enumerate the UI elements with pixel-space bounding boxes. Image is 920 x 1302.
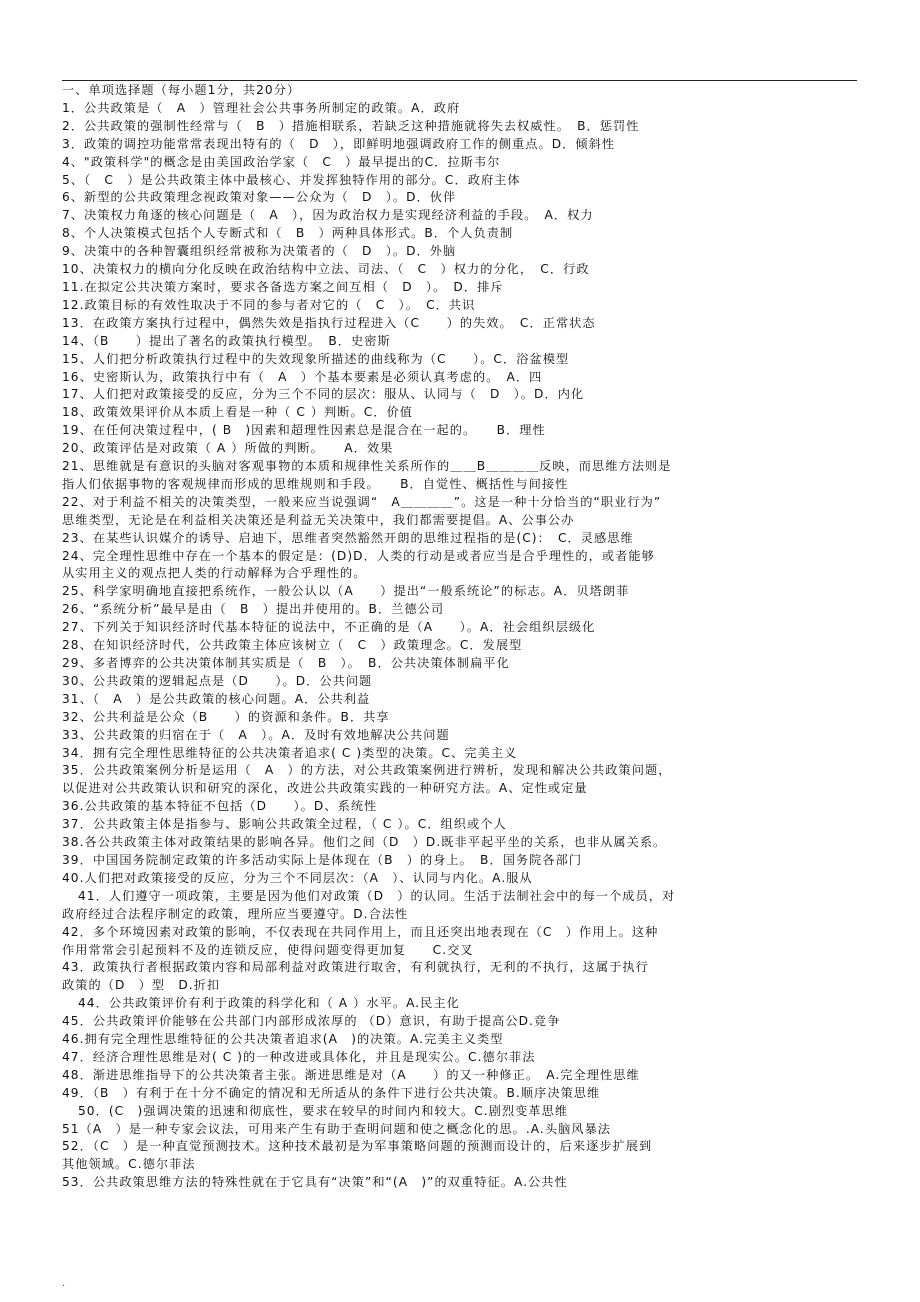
question-line: 指人们依据事物的客观规律而形成的思维规则和手段。 B．自觉性、概括性与间接性 [62,476,569,491]
question-line: 5、（ C ）是公共政策主体中最核心、并发挥独特作用的部分。C．政府主体 [62,172,521,187]
question-line: 51（A ）是一种专家会议法，可用来产生有助于查明问题和使之概念化的思。.A.头脑风暴法 [62,1121,612,1136]
question-line: 52．（C ）是一种直觉预测技术。这种技术最初是为军事策略问题的预测而设计的，后来逐步扩展到 [62,1139,653,1154]
question-line: 46.拥有完全理性思维特征的公共决策者追求(A )的决策。A.完美主义类型 [62,1032,504,1047]
question-line: 2．公共政策的强制性经常与（ B ）措施相联系，若缺乏这种措施就将失去权威性。 B．惩罚性 [62,118,640,133]
question-line: 思维类型，无论是在利益相关决策还是利益无关决策中，我们都需要提倡。A、公事公办 [62,512,575,527]
question-line: 30、公共政策的逻辑起点是（D ）。D．公共问题 [62,673,373,688]
question-line: 37．公共政策主体是指参与、影响公共政策全过程，（ C ）。C．组织或个人 [62,817,507,832]
question-line: 42．多个环境因素对政策的影响，不仅表现在共同作用上，而且还突出地表现在（C ）作用上。这种 [62,924,659,939]
question-line: 34．拥有完全理性思维特征的公共决策者追求( C )类型的决策。C、完美主义 [62,745,518,760]
question-line: 25、科学家明确地直接把系统作，一般公认以（A ）提出“一般系统论”的标志。A．贝塔朗菲 [62,584,630,599]
question-line: 以促进对公共政策认识和研究的深化，改进公共政策实践的一种研究方法。A、定性或定量 [62,781,588,796]
question-line: 20、政策评估是对政策（ A ）所做的判断。 A．效果 [62,441,394,456]
question-line: 12.政策目标的有效性取决于不同的参与者对它的（ C ）。 C．共识 [62,297,476,312]
question-line: 6、新型的公共政策理念视政策对象——公众为（ D ）。D．伙伴 [62,190,457,205]
question-line: 24、完全理性思维中存在一个基本的假定是：(D)D．人类的行动是或者应当是合乎理性的，或者能够 [62,548,655,563]
question-line: 41．人们遵守一项政策，主要是因为他们对政策（D ）的认同。生活于法制社会中的每一个成员，对 [78,888,676,903]
question-line: 22、对于利益不相关的决策类型，一般来应当说强调“ A＿＿＿＿”。这是一种十分恰当的“职业行为” [62,494,662,509]
question-line: 11.在拟定公共决策方案时，要求各备选方案之间互相（ D ）。 D．排斥 [62,279,504,294]
question-line: 44．公共政策评价有利于政策的科学化和（ A ）水平。A.民主化 [78,996,460,1011]
question-line: 29、多者博弈的公共决策体制其实质是（ B ）。 B．公共决策体制扁平化 [62,656,510,670]
question-line: 43．政策执行者根据政策内容和局部利益对政策进行取舍，有利就执行，无利的不执行，这属于执行 [62,960,649,975]
question-line: 9、决策中的各种智囊组织经常被称为决策者的（ D ）。D．外脑 [62,244,457,259]
question-list [62,82,857,1192]
question-line: 50．(C )强调决策的迅速和彻底性，要求在较早的时间内和较大。C.剧烈变革思维 [78,1103,569,1118]
question-line: 15、人们把分析政策执行过程中的失效现象所描述的曲线称为（C ）。C．浴盆模型 [62,351,570,366]
question-line: 政府经过合法程序制定的政策，理所应当要遵守。D.合法性 [62,906,409,921]
question-line: 7、决策权力角逐的核心问题是（ A ），因为政治权力是实现经济利益的手段。 A．权力 [62,208,594,223]
question-line: 17、人们把对政策接受的反应，分为三个不同的层次：服从、认同与（ D ）。D．内化 [62,387,585,402]
question-line: 35．公共政策案例分析是运用（ A ）的方法，对公共政策案例进行辨析，发现和解决公共政策问题， [62,763,672,778]
question-line: 19、在任何决策过程中，( B )因素和超理性因素总是混合在一起的。 B．理性 [62,423,546,438]
question-line: 16、史密斯认为，政策执行中有（ A ）个基本要素是必须认真考虑的。 A．四 [62,369,543,384]
question-line: 3．政策的调控功能常常表现出特有的（ D ），即鲜明地强调政府工作的侧重点。D．倾斜性 [62,136,616,151]
question-line: 14、（B ）提出了著名的政策执行模型。 B．史密斯 [62,333,391,348]
question-line: 31、（ A ）是公共政策的核心问题。A．公共利益 [62,691,371,706]
question-line: 39．中国国务院制定政策的许多活动实际上是体现在（B ）的身上。 B．国务院各部门 [62,852,583,867]
question-line: 从实用主义的观点把人类的行动解释为合乎理性的。 [62,566,367,581]
question-line: 政策的（D ）型 D.折扣 [62,978,221,993]
question-line: 21、思维就是有意识的头脑对客观事物的本质和规律性关系所作的＿＿B＿＿＿＿反映，而思维方法则是 [62,459,672,474]
question-line: 27、下列关于知识经济时代基本特征的说法中，不正确的是（A ）。A．社会组织层级化 [62,620,596,635]
question-line: 作用常常会引起预料不及的连锁反应，使得问题变得更加复 C.交叉 [62,942,474,957]
question-line: 26、“系统分析”最早是由（ B ）提出并使用的。B．兰德公司 [62,602,445,617]
question-line: 49．（B ）有利于在十分不确定的情况和无所适从的条件下进行公共决策。B.顺序决策思维 [62,1085,601,1100]
question-line: 8、个人决策模式包括个人专断式和（ B ）两种具体形式。B．个人负责制 [62,226,514,241]
question-line: 32、公共利益是公众（B ）的资源和条件。B．共享 [62,709,390,724]
header-rule [62,80,857,81]
footer-mark: . [62,1278,66,1289]
question-line: 4、"政策科学"的概念是由美国政治学家（ C ）最早提出的C．拉斯韦尔 [62,154,501,169]
question-line: 1．公共政策是（ A ）管理社会公共事务所制定的政策。A．政府 [62,100,461,115]
question-line: 23、在某些认识媒介的诱导、启迪下，思维者突然豁然开朗的思维过程指的是(C)： C．灵感思维 [62,530,634,545]
section-heading: 一、单项选择题（每小题1分，共20分） [62,83,301,97]
question-line: 28、在知识经济时代，公共政策主体应该树立（ C ）政策理念。C．发展型 [62,638,523,653]
question-line: 18、政策效果评价从本质上看是一种（ C ）判断。C．价值 [62,405,414,420]
question-line: 47．经济合理性思维是对( C )的一种改进或具体化，并且是现实公。C.德尔菲法 [62,1049,536,1064]
question-line: 40.人们把对政策接受的反应，分为三个不同层次：（A ）、认同与内化。A.服从 [62,870,533,885]
question-line: 33、公共政策的归宿在于（ A ）。A．及时有效地解决公共问题 [62,727,450,742]
question-line: 53．公共政策思维方法的特殊性就在于它具有“决策”和“(A )”的双重特征。A.公共性 [62,1175,568,1190]
question-line: 36.公共政策的基本特征不包括（D ）。D、系统性 [62,799,378,814]
question-line: 13．在政策方案执行过程中，偶然失效是指执行过程进入（C ）的失效。 C．正常状态 [62,315,596,330]
question-line: 其他领域。C.德尔菲法 [62,1157,196,1172]
question-line: 45．公共政策评价能够在公共部门内部形成浓厚的 （D）意识，有助于提高公D.竞争 [62,1014,561,1029]
question-line: 10、决策权力的横向分化反映在政治结构中立法、司法、（ C ）权力的分化， C．行政 [62,262,590,277]
question-line: 48．渐进思维指导下的公共决策者主张。渐进思维是对（A ）的又一种修正。 A.完全理性思维 [62,1067,640,1082]
question-line: 38.各公共政策主体对政策结果的影响各异。他们之间（D ）D.既非平起平坐的关系，也非从属关系。 [62,835,667,850]
